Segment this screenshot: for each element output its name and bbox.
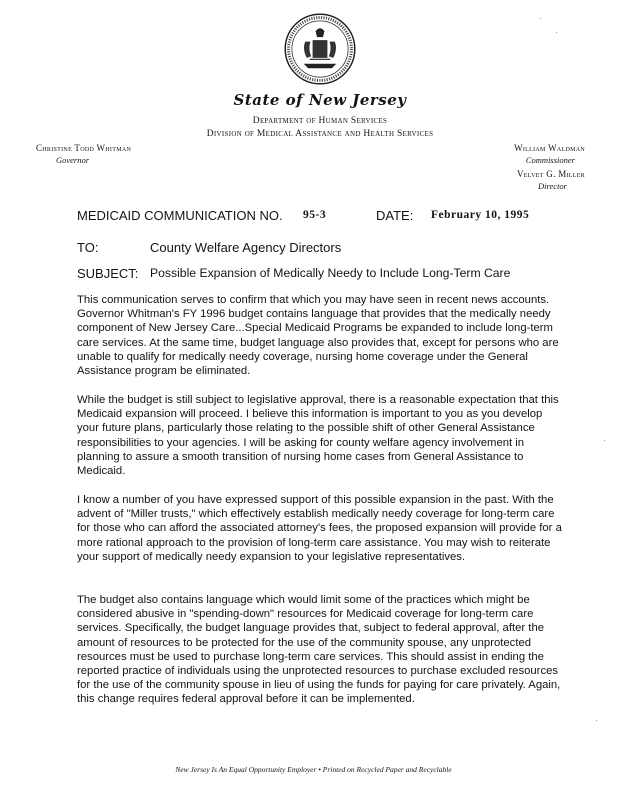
subject-value: Possible Expansion of Medically Needy to Include Long-Term Care xyxy=(150,266,511,280)
director-name: Velvet G. Miller xyxy=(517,169,585,179)
department-name: Department of Human Services xyxy=(252,116,388,126)
paragraph-4: The budget also contains language which would limit some of the practices which might be considered abusive in "spending-down" resources for Medicaid coverage for long-term care services. Specifically, the budget language provides that, subject to federal approval, after the amount of resources to be protected for the use of the community spouse, any unprotected resources must be used to purchase long-term care services. This should assist in ending the reported practice of individuals using the unprotected resources to purchase excluded resources for the use of the community spouse in lieu of using the funds for paying for care privately. Again, this change requires federal approval before it can be implemented. xyxy=(77,594,561,706)
date-value: February 10, 1995 xyxy=(431,209,530,221)
date-label: DATE: xyxy=(376,208,414,223)
paragraph-1: This communication serves to confirm that which you may have seen in recent news accounts. Governor Whitman's FY 1996 budget contains language that provides that the medically needy component of New Jersey Care...Special Medicaid Programs be expanded to include long-term care services. At the same time, budget language also provides that, except for persons who are unable to qualify for medically needy coverage, nursing home coverage under the General Assistance program be eliminated. xyxy=(77,294,559,378)
governor-name: Christine Todd Whitman xyxy=(36,143,132,153)
director-title: Director xyxy=(538,181,567,191)
commissioner-name: William Waldman xyxy=(514,143,585,153)
scan-speck xyxy=(604,440,605,441)
division-name: Division of Medical Assistance and Health Services xyxy=(206,129,434,139)
footer-note: New Jersey Is An Equal Opportunity Employer • Printed on Recycled Paper and Recyclable xyxy=(175,765,452,774)
scan-speck xyxy=(596,720,597,721)
governor-title: Governor xyxy=(56,155,90,165)
paragraph-3: I know a number of you have expressed support of this possible expansion in the past. With the advent of "Miller trusts," which effectively establish medically needy coverage for long-term care for those who can afford the associated attorney's fees, the proposed expansion will provide for a more rational approach to the provision of long-term care assistance. You may wish to reiterate your support of medically needy expansion to your legislative representatives. xyxy=(77,494,562,563)
communication-label: MEDICAID COMMUNICATION NO. xyxy=(77,208,283,223)
scan-speck xyxy=(540,18,541,19)
state-seal-icon xyxy=(283,12,357,86)
communication-number: 95-3 xyxy=(303,209,327,221)
paragraph-2: While the budget is still subject to legislative approval, there is a reasonable expectation that this Medicaid expansion will proceed. I believe this information is important to you as you develop your future plans, particularly those relating to the possible shift of other General Assistance responsibilities to your agencies. I will be asking for county welfare agency involvement in planning to assure a smooth transition of nursing home cases from General Assistance to Medicaid. xyxy=(77,394,559,478)
to-label: TO: xyxy=(77,240,99,255)
to-value: County Welfare Agency Directors xyxy=(150,240,342,255)
commissioner-title: Commissioner xyxy=(525,155,575,165)
scan-speck xyxy=(556,32,557,33)
subject-label: SUBJECT: xyxy=(77,266,139,281)
state-name-heading: State of New Jersey xyxy=(233,91,407,109)
